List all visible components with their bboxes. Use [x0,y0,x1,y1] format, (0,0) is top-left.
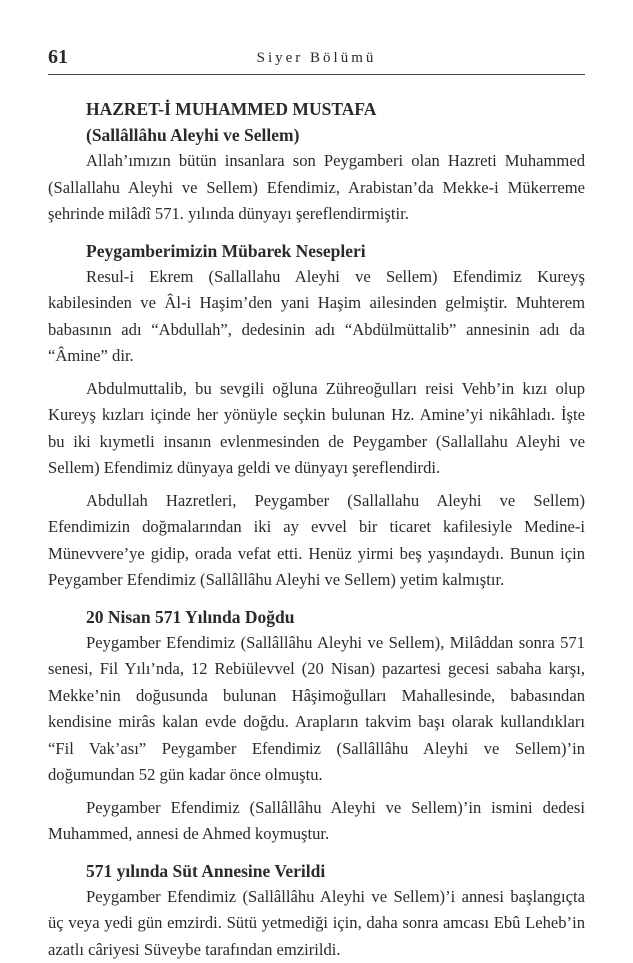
paragraph: Abdulmuttalib, bu sevgili oğluna Zühreoğulları reisi Vehb’in kızı olup Kureyş kızları içinde her yönüyle seçkin bulunan Hz. Amine’yi nikâhladı. İşte bu iki kıymetli insanın evlenmesinden de Peygamber (Sallallahu Aleyhi ve Sellem) Efendimiz dünyaya geldi ve dünyayı şereflendirdi. [48,376,585,482]
section-title-birth: 20 Nisan 571 Yılında Doğdu [86,604,585,630]
paragraph: Peygamber Efendimiz (Sallâllâhu Aleyhi ve Sellem)’i annesi başlangıçta üç veya yedi gün emzirdi. Sütü yetmediği için, daha sonra amcası Ebû Leheb’in azatlı câriyesi Süveybe tarafından emzirildi. [48,884,585,963]
chapter-title: HAZRET-İ MUHAMMED MUSTAFA [86,96,585,122]
paragraph: Peygamber Efendimiz (Sallâllâhu Aleyhi ve Sellem)’in ismini dedesi Muhammed, annesi de Ahmed koymuştur. [48,795,585,848]
intro-paragraph: Allah’ımızın bütün insanlara son Peygamberi olan Hazreti Muhammed (Sallallahu Aleyhi ve Sellem) Efendimiz, Arabistan’da Mekke-i Mükerreme şehrinde milâdî 571. yılında dünyayı şereflendirmiştir. [48,148,585,228]
page-number: 61 [48,46,68,69]
book-section-title: Siyer Bölümü [48,50,585,67]
paragraph: Resul-i Ekrem (Sallallahu Aleyhi ve Sellem) Efendimiz Kureyş kabilesinden ve Âl-i Haşim’den yani Haşim ailesinden gelmiştir. Muhterem babasının adı “Abdullah”, dedesinin adı “Abdülmüttalib” annesinin adı da “Âmine” dir. [48,264,585,370]
running-header [48,46,585,75]
chapter-subtitle: (Sallâllâhu Aleyhi ve Sellem) [86,122,585,148]
section-title-wet-nurse: 571 yılında Süt Annesine Verildi [86,858,585,884]
section-title-nesep: Peygamberimizin Mübarek Nesepleri [86,238,585,264]
paragraph: Abdullah Hazretleri, Peygamber (Sallallahu Aleyhi ve Sellem) Efendimizin doğmalarından iki ay evvel bir ticaret kafilesiyle Medine-i Münevvere’ye gidip, orada vefat etti. Henüz yirmi beş yaşındaydı. Bunun için Peygamber Efendimiz (Sallâllâhu Aleyhi ve Sellem) yetim kalmıştır. [48,488,585,594]
page-content [86,96,585,963]
paragraph: Peygamber Efendimiz (Sallâllâhu Aleyhi ve Sellem), Milâddan sonra 571 senesi, Fil Yılı’nda, 12 Rebiülevvel (20 Nisan) pazartesi gecesi sabaha karşı, Mekke’nin doğusunda bulunan Hâşimoğulları Mahallesinde, babasından kendisine mirâs kalan evde doğdu. Arapların takvim başı olarak kullandıkları “Fil Vak’ası” Peygamber Efendimiz (Sallâllâhu Aleyhi ve Sellem)’in doğumundan 52 gün kadar önce olmuştu. [48,630,585,789]
